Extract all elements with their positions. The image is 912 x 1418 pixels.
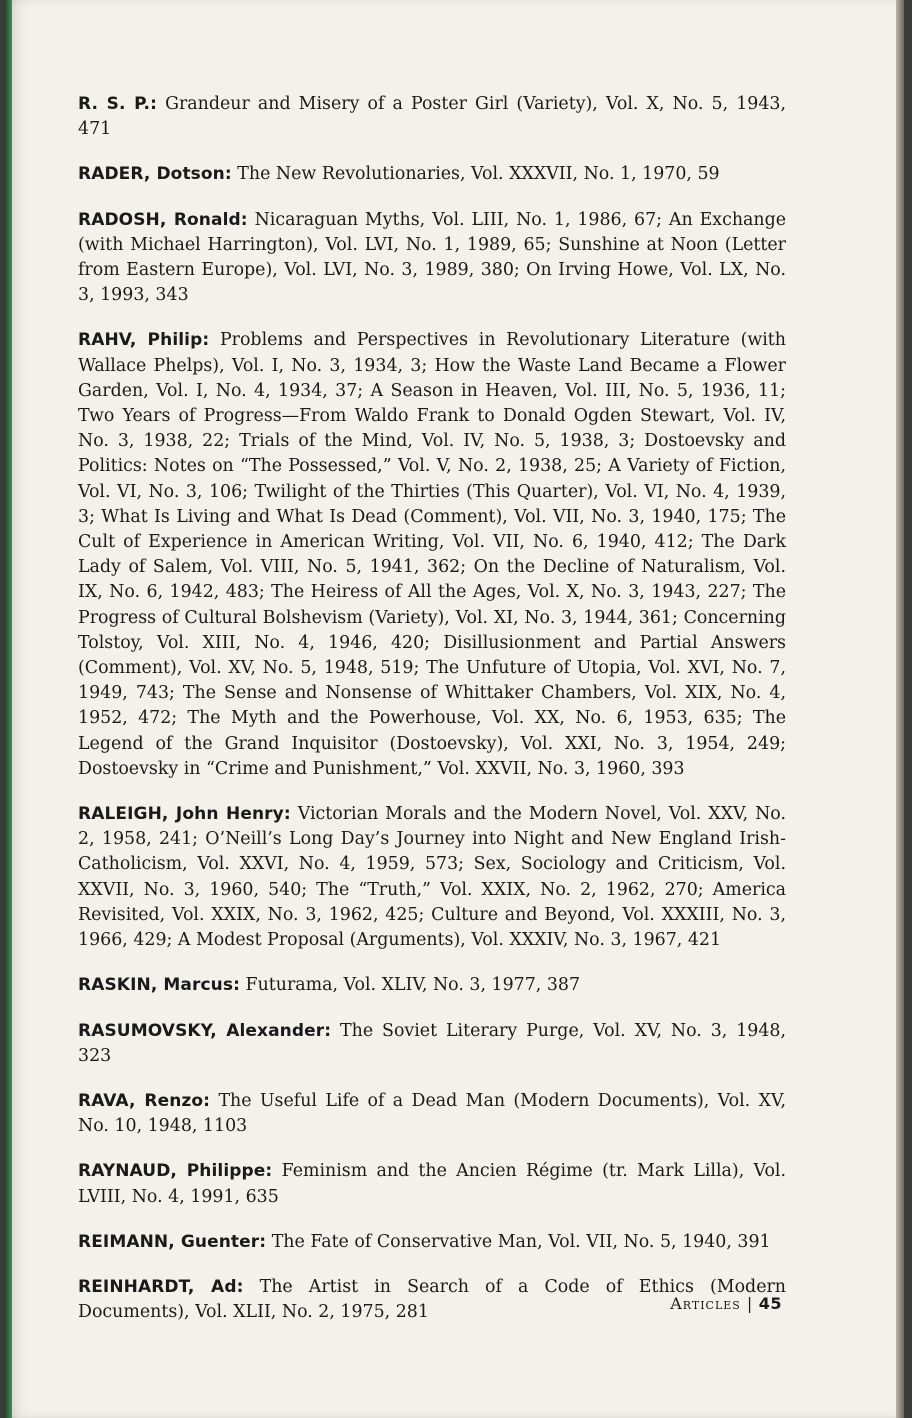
- page-binding-edge: [6, 0, 12, 1418]
- author-name: R. S. P.:: [78, 94, 158, 114]
- index-entry: [78, 802, 786, 953]
- entry-text: Feminism and the Ancien Régime (tr. Mark Lilla), Vol. LVIII, No. 4, 1991, 635: [78, 1161, 787, 1207]
- index-entry: [78, 1230, 786, 1255]
- index-entry: [78, 1089, 786, 1139]
- entry-text: Problems and Perspectives in Revolutionary Literature (with Wallace Phelps), Vol. I, No. 3, 1934, 3; How the Waste Land Became a Flower Garden, Vol. I, No. 4, 1934, 37; A Season in Heaven, Vol. III, No. 5, 1936, 11; Two Years of Progress—From Waldo Frank to Donald Ogden Stewart, Vol. IV, No. 3, 1938, 22; Trials of the Mind, Vol. IV, No. 5, 1938, 3; Dostoevsky and Politics: Notes on “The Possessed,” Vol. V, No. 2, 1938, 25; A Variety of Fiction, Vol. VI, No. 3, 106; Twilight of the Thirties (This Quarter), Vol. VI, No. 4, 1939, 3; What Is Living and What Is Dead (Comment), Vol. VII, No. 3, 1940, 175; The Cult of Experience in American Writing, Vol. VII, No. 6, 1940, 412; The Dark Lady of Salem, Vol. VIII, No. 5, 1941, 362; On the Decline of Naturalism, Vol. IX, No. 6, 1942, 483; The Heiress of All the Ages, Vol. X, No. 3, 1943, 227; The Progress of Cultural Bolshevism (Variety), Vol. XI, No. 3, 1944, 361; Concerning Tolstoy, Vol. XIII, No. 4, 1946, 420; Disillusionment and Partial Answers (Comment), Vol. XV, No. 5, 1948, 519; The Unfuture of Utopia, Vol. XVI, No. 7, 1949, 743; The Sense and Nonsense of Whittaker Chambers, Vol. XIX, No. 4, 1952, 472; The Myth and the Powerhouse, Vol. XX, No. 6, 1953, 635; The Legend of the Grand Inquisitor (Dostoevsky), Vol. XXI, No. 3, 1954, 249; Dostoevsky in “Crime and Punishment,” Vol. XXVII, No. 3, 1960, 393: [78, 330, 786, 779]
- entry-text: The Soviet Literary Purge, Vol. XV, No. 3, 1948, 323: [78, 1020, 786, 1066]
- index-entry: [78, 328, 786, 782]
- entry-text: Nicaraguan Myths, Vol. LIII, No. 1, 1986, 67; An Exchange (with Michael Harrington), Vol. LVI, No. 1, 1989, 65; Sunshine at Noon (Letter from Eastern Europe), Vol. LVI, No. 3, 1989, 380; On Irving Howe, Vol. LX, No. 3, 1993, 343: [78, 209, 787, 306]
- entry-text: Victorian Morals and the Modern Novel, Vol. XXV, No. 2, 1958, 241; O’Neill’s Long Day’s Journey into Night and New England Irish-Catholicism, Vol. XXVI, No. 4, 1959, 573; Sex, Sociology and Criticism, Vol. XXVII, No. 3, 1960, 540; The “Truth,” Vol. XXIX, No. 2, 1962, 270; America Revisited, Vol. XXIX, No. 3, 1962, 425; Culture and Beyond, Vol. XXXIII, No. 3, 1966, 429; A Modest Proposal (Arguments), Vol. XXXIV, No. 3, 1967, 421: [78, 804, 786, 951]
- author-name: RADOSH, Ronald:: [78, 209, 248, 230]
- author-name: RAVA, Renzo:: [78, 1090, 211, 1111]
- entry-text: The Useful Life of a Dead Man (Modern Documents), Vol. XV, No. 10, 1948, 1103: [78, 1090, 786, 1137]
- author-name: RASUMOVSKY, Alexander:: [78, 1020, 332, 1041]
- page-number: 45: [758, 1294, 782, 1313]
- footer-separator: |: [746, 1294, 753, 1313]
- author-name: RALEIGH, John Henry:: [78, 804, 291, 825]
- entry-text: Grandeur and Misery of a Poster Girl (Variety), Vol. X, No. 5, 1943, 471: [78, 94, 786, 140]
- section-title: Articles: [670, 1294, 741, 1313]
- page-footer: [670, 1294, 782, 1313]
- page-right-edge: [896, 0, 904, 1418]
- entry-text: The New Revolutionaries, Vol. XXXVII, No. 1, 1970, 59: [231, 164, 720, 185]
- author-name: RAYNAUD, Philippe:: [78, 1161, 273, 1182]
- entry-text: Futurama, Vol. XLIV, No. 3, 1977, 387: [239, 975, 581, 996]
- index-entries: [78, 92, 786, 1345]
- author-name: REINHARDT, Ad:: [78, 1276, 244, 1297]
- index-entry: [78, 1159, 786, 1209]
- entry-text: The Fate of Conservative Man, Vol. VII, No. 5, 1940, 391: [266, 1231, 771, 1252]
- index-entry: [78, 1019, 786, 1069]
- index-entry: [78, 92, 786, 142]
- index-entry: [78, 973, 786, 998]
- author-name: RADER, Dotson:: [78, 164, 232, 185]
- author-name: RAHV, Philip:: [78, 330, 210, 351]
- author-name: REIMANN, Guenter:: [78, 1231, 267, 1252]
- author-name: RASKIN, Marcus:: [78, 975, 240, 996]
- book-page: [6, 0, 904, 1418]
- index-entry: [78, 208, 786, 309]
- index-entry: [78, 162, 786, 187]
- entry-text: The Artist in Search of a Code of Ethics (Modern Documents), Vol. XLII, No. 2, 1975, 281: [78, 1276, 786, 1323]
